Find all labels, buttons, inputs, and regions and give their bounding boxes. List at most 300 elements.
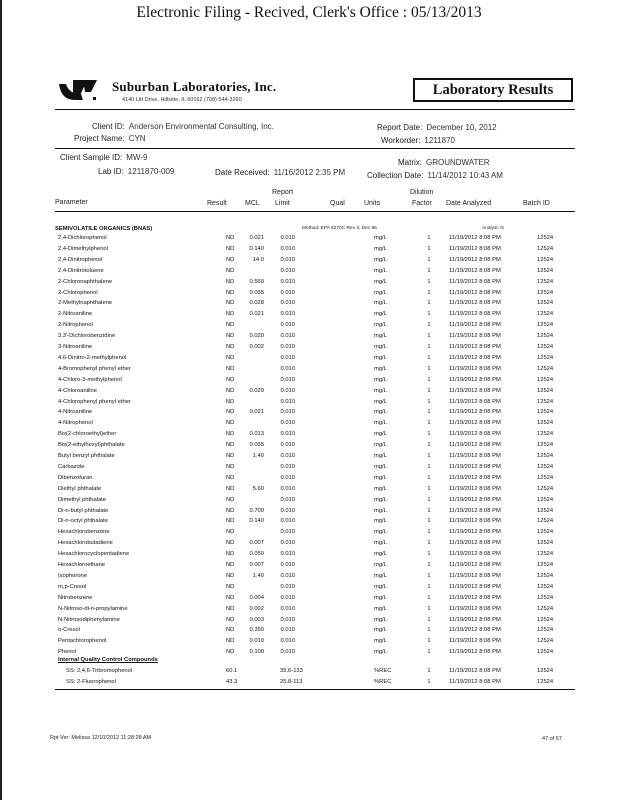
- date-analyzed-cell: 11/19/2012 8:08 PM: [449, 616, 501, 623]
- mcl-cell: 0.028: [249, 300, 264, 307]
- section-title: SEMIVOLATILE ORGANICS (BNAS): [55, 226, 153, 232]
- mcl-cell: 1.40: [252, 572, 264, 579]
- param-cell: Di-n-octyl phthalate: [58, 518, 108, 525]
- mcl-cell: 0.010: [249, 638, 264, 645]
- result-cell: ND: [226, 431, 235, 438]
- batch-id-cell: 12524: [537, 344, 554, 350]
- qc-table-row: [0, 666, 618, 677]
- batch-id-cell: 12524: [537, 507, 554, 514]
- mcl-cell: 0.700: [249, 507, 264, 514]
- dilution-factor-cell: 1: [427, 442, 431, 449]
- date-analyzed-cell: 11/19/2012 8:08 PM: [449, 463, 501, 470]
- batch-id-cell: 12524: [537, 256, 554, 263]
- result-cell: ND: [226, 376, 235, 383]
- limit-cell: 0.010: [280, 507, 295, 514]
- param-cell: Phenol: [58, 649, 77, 656]
- mcl-cell: 0.350: [249, 627, 264, 634]
- date-analyzed-cell: 11/19/2012 8:08 PM: [449, 387, 501, 394]
- table-row: [0, 331, 618, 342]
- table-row: [0, 397, 618, 408]
- info-divider: [55, 148, 575, 149]
- units-cell: mg/L: [374, 256, 387, 263]
- param-cell: Hexachlorocyclopentadiene: [58, 551, 130, 558]
- param-cell: 4-Chloro-3-methylphenol: [58, 376, 122, 383]
- units-cell: mg/L: [374, 333, 387, 340]
- param-cell: N-Nitrosodiphenylamine: [58, 616, 120, 623]
- mcl-cell: 0.002: [249, 605, 264, 612]
- units-cell: mg/L: [374, 485, 387, 492]
- batch-id-cell: 12524: [537, 398, 554, 405]
- limit-cell: 0.010: [280, 420, 295, 427]
- dilution-factor-cell: 1: [427, 518, 431, 525]
- lab-address: 4140 Litt Drive, Hillside, IL 60162 (708) 544-3260: [122, 97, 242, 103]
- units-cell: mg/L: [374, 540, 387, 547]
- col-header-limit: Limit: [275, 200, 290, 207]
- header-divider: [55, 109, 575, 110]
- limit-cell: 0.010: [280, 518, 295, 525]
- table-row: [0, 615, 618, 626]
- limit-cell: 0.010: [280, 431, 295, 438]
- param-cell: 4-Chloroaniline: [58, 387, 97, 394]
- units-cell: mg/L: [374, 322, 387, 329]
- mcl-cell: 0.002: [249, 344, 264, 350]
- result-cell: ND: [226, 365, 235, 372]
- batch-id-cell: 12524: [537, 551, 554, 558]
- mcl-cell: 0.004: [249, 594, 264, 601]
- param-cell: Carbazole: [58, 463, 85, 470]
- col-header-units: Units: [364, 200, 380, 207]
- units-cell: mg/L: [374, 474, 387, 481]
- batch-id-cell: 12524: [537, 649, 554, 656]
- date-received-value: 11/16/2012 2:35 PM: [273, 168, 346, 177]
- date-analyzed-cell: 11/19/2012 8:08 PM: [449, 354, 501, 361]
- dilution-factor-cell: 1: [427, 333, 431, 340]
- param-cell: 2-Nitroaniline: [58, 311, 93, 318]
- dilution-factor-cell: 1: [427, 463, 431, 470]
- limit-cell: 0.010: [280, 594, 295, 601]
- batch-id-cell: 12524: [537, 245, 554, 252]
- result-cell: ND: [226, 278, 235, 285]
- date-analyzed-cell: 11/19/2012 8:08 PM: [449, 409, 501, 416]
- client-id-label: Client ID:: [92, 122, 125, 131]
- workorder-value: 1211870: [424, 136, 455, 145]
- mcl-cell: 0.029: [249, 387, 264, 394]
- units-cell: mg/L: [374, 344, 387, 350]
- limit-cell: 0.010: [280, 245, 295, 252]
- param-cell: Hexachlorobutadiene: [58, 540, 113, 547]
- matrix-label: Matrix:: [398, 158, 422, 167]
- batch-id-cell: 12524: [537, 540, 554, 547]
- units-cell: mg/L: [374, 551, 387, 558]
- result-cell: 60.1: [226, 668, 238, 674]
- dilution-factor-cell: 1: [427, 300, 431, 307]
- dilution-factor-cell: 1: [427, 638, 431, 645]
- result-cell: ND: [226, 551, 235, 558]
- limit-cell: 0.010: [280, 376, 295, 383]
- date-analyzed-cell: 11/19/2012 8:08 PM: [449, 365, 501, 372]
- table-row: [0, 364, 618, 375]
- limit-cell: 35.6-133: [280, 668, 303, 674]
- units-cell: mg/L: [374, 463, 387, 470]
- param-cell: Hexachloroethane: [58, 562, 106, 568]
- suburban-labs-logo-icon: [57, 76, 99, 104]
- client-sample-id-label: Client Sample ID:: [60, 153, 123, 162]
- param-cell: Di-n-butyl phthalate: [58, 507, 109, 514]
- date-analyzed-cell: 11/19/2012 8:08 PM: [449, 278, 501, 285]
- limit-cell: 0.010: [280, 453, 295, 459]
- limit-cell: 0.010: [280, 583, 295, 590]
- param-cell: 2-Methylnaphthalene: [58, 300, 113, 307]
- table-row: [0, 288, 618, 299]
- date-analyzed-cell: 11/19/2012 8:08 PM: [449, 311, 501, 318]
- batch-id-cell: 12524: [537, 431, 554, 438]
- date-analyzed-cell: 11/19/2012 8:08 PM: [449, 562, 501, 568]
- dilution-factor-cell: 1: [427, 245, 431, 252]
- limit-cell: 0.010: [280, 235, 295, 241]
- result-cell: ND: [226, 311, 235, 318]
- param-cell: 4-Bromophenyl phenyl ether: [58, 365, 131, 372]
- param-cell: m,p-Cresol: [58, 583, 87, 590]
- units-cell: mg/L: [374, 398, 387, 405]
- dilution-factor-cell: 1: [427, 431, 431, 438]
- result-cell: ND: [226, 638, 235, 645]
- mcl-cell: 0.021: [249, 235, 264, 241]
- dilution-factor-cell: 1: [427, 278, 431, 285]
- param-cell: Dimethyl phthalate: [58, 496, 107, 503]
- workorder-field: [381, 136, 455, 145]
- date-analyzed-cell: 11/19/2012 8:08 PM: [449, 289, 501, 296]
- page-number: 47 of 67: [542, 736, 562, 742]
- limit-cell: 0.010: [280, 311, 295, 318]
- batch-id-cell: 12524: [537, 453, 554, 459]
- units-cell: mg/L: [374, 649, 387, 656]
- limit-cell: 0.010: [280, 627, 295, 634]
- date-analyzed-cell: 11/19/2012 8:08 PM: [449, 496, 501, 503]
- units-cell: mg/L: [374, 420, 387, 427]
- result-cell: ND: [226, 398, 235, 405]
- dilution-factor-cell: 1: [427, 668, 431, 674]
- limit-cell: 0.010: [280, 463, 295, 470]
- dilution-factor-cell: 1: [427, 267, 431, 274]
- batch-id-cell: 12524: [537, 463, 554, 470]
- result-cell: ND: [226, 256, 235, 263]
- date-analyzed-cell: 11/19/2012 8:08 PM: [449, 485, 501, 492]
- project-name-label: Project Name:: [74, 134, 125, 143]
- result-cell: ND: [226, 540, 235, 547]
- report-date-label: Report Date:: [377, 123, 423, 132]
- batch-id-cell: 12524: [537, 387, 554, 394]
- document-title: Laboratory Results: [413, 78, 573, 102]
- dilution-factor-cell: 1: [427, 562, 431, 568]
- units-cell: mg/L: [374, 409, 387, 416]
- dilution-factor-cell: 1: [427, 649, 431, 656]
- date-analyzed-cell: 11/19/2012 8:08 PM: [449, 627, 501, 634]
- collection-date-label: Collection Date:: [367, 171, 424, 180]
- dilution-factor-cell: 1: [427, 616, 431, 623]
- dilution-factor-cell: 1: [427, 311, 431, 318]
- date-analyzed-cell: 11/19/2012 8:08 PM: [449, 235, 501, 241]
- result-cell: 43.3: [226, 679, 238, 685]
- units-cell: mg/L: [374, 442, 387, 449]
- param-cell: 3,3'-Dichlorobenzidine: [58, 333, 116, 340]
- param-cell: Pentachlorophenol: [58, 638, 107, 645]
- limit-cell: 0.010: [280, 289, 295, 296]
- result-cell: ND: [226, 649, 235, 656]
- limit-cell: 0.010: [280, 398, 295, 405]
- dilution-factor-cell: 1: [427, 594, 431, 601]
- limit-cell: 0.010: [280, 267, 295, 274]
- collection-date-value: 11/14/2012 10:43 AM: [427, 171, 503, 180]
- workorder-label: Workorder:: [381, 136, 421, 145]
- table-row: [0, 549, 618, 560]
- date-analyzed-cell: 11/19/2012 8:08 PM: [449, 376, 501, 383]
- units-cell: mg/L: [374, 496, 387, 503]
- mcl-cell: 0.021: [249, 311, 264, 318]
- units-cell: mg/L: [374, 245, 387, 252]
- result-cell: ND: [226, 485, 235, 492]
- qc-table-row: [0, 677, 618, 688]
- client-sample-id-field: [60, 153, 147, 162]
- result-cell: ND: [226, 562, 235, 568]
- param-cell: SS: 2-Fluorophenol: [66, 679, 116, 685]
- limit-cell: 0.010: [280, 496, 295, 503]
- limit-cell: 0.010: [280, 300, 295, 307]
- date-analyzed-cell: 11/19/2012 8:08 PM: [449, 344, 501, 350]
- batch-id-cell: 12524: [537, 420, 554, 427]
- batch-id-cell: 12524: [537, 322, 554, 329]
- units-cell: mg/L: [374, 311, 387, 318]
- dilution-factor-cell: 1: [427, 420, 431, 427]
- units-cell: mg/L: [374, 518, 387, 525]
- dilution-factor-cell: 1: [427, 551, 431, 558]
- result-cell: ND: [226, 387, 235, 394]
- units-cell: mg/L: [374, 616, 387, 623]
- mcl-cell: 0.035: [249, 289, 264, 296]
- limit-cell: 0.010: [280, 474, 295, 481]
- dilution-factor-cell: 1: [427, 387, 431, 394]
- date-analyzed-cell: 11/19/2012 8:08 PM: [449, 540, 501, 547]
- limit-cell: 0.010: [280, 365, 295, 372]
- units-cell: mg/L: [374, 235, 387, 241]
- batch-id-cell: 12524: [537, 278, 554, 285]
- batch-id-cell: 12524: [537, 616, 554, 623]
- table-row: [0, 625, 618, 636]
- units-cell: mg/L: [374, 627, 387, 634]
- batch-id-cell: 12524: [537, 668, 554, 674]
- units-cell: mg/L: [374, 431, 387, 438]
- col-header-factor: Factor: [412, 200, 432, 207]
- batch-id-cell: 12524: [537, 376, 554, 383]
- param-cell: Dibenzofuran: [58, 474, 93, 481]
- param-cell: 2-Chloronaphthalene: [58, 278, 113, 285]
- limit-cell: 25.8-113: [280, 679, 303, 685]
- table-header-divider: [55, 211, 575, 212]
- batch-id-cell: 12524: [537, 365, 554, 372]
- mcl-cell: 0.140: [249, 245, 264, 252]
- dilution-factor-cell: 1: [427, 344, 431, 350]
- units-cell: mg/L: [374, 583, 387, 590]
- col-header-report-top: Report: [272, 189, 294, 196]
- result-cell: ND: [226, 322, 235, 329]
- date-analyzed-cell: 11/19/2012 8:08 PM: [449, 551, 501, 558]
- table-row: [0, 593, 618, 604]
- result-cell: ND: [226, 474, 235, 481]
- units-cell: %REC: [374, 668, 392, 674]
- result-cell: ND: [226, 300, 235, 307]
- units-cell: mg/L: [374, 365, 387, 372]
- result-cell: ND: [226, 354, 235, 361]
- limit-cell: 0.010: [280, 638, 295, 645]
- table-row: [0, 309, 618, 320]
- table-row: [0, 636, 618, 647]
- matrix-value: GROUNDWATER: [426, 158, 490, 167]
- units-cell: mg/L: [374, 638, 387, 645]
- mcl-cell: 0.007: [249, 540, 264, 547]
- dilution-factor-cell: 1: [427, 507, 431, 514]
- result-cell: ND: [226, 518, 235, 525]
- col-header-parameter: Parameter: [55, 199, 88, 206]
- date-analyzed-cell: 11/19/2012 8:08 PM: [449, 529, 501, 536]
- date-analyzed-cell: 11/19/2012 8:08 PM: [449, 333, 501, 340]
- limit-cell: 0.010: [280, 409, 295, 416]
- mcl-cell: 1.40: [252, 453, 264, 459]
- table-row: [0, 440, 618, 451]
- param-cell: 2-Nitrophenol: [58, 322, 93, 329]
- batch-id-cell: 12524: [537, 562, 554, 568]
- dilution-factor-cell: 1: [427, 485, 431, 492]
- dilution-factor-cell: 1: [427, 605, 431, 612]
- date-analyzed-cell: 11/19/2012 8:08 PM: [449, 649, 501, 656]
- result-cell: ND: [226, 267, 235, 274]
- batch-id-cell: 12524: [537, 409, 554, 416]
- result-cell: ND: [226, 594, 235, 601]
- units-cell: mg/L: [374, 354, 387, 361]
- batch-id-cell: 12524: [537, 235, 554, 241]
- dilution-factor-cell: 1: [427, 474, 431, 481]
- param-cell: SS: 2,4,6-Tribromophenol: [66, 668, 133, 674]
- table-row: [0, 473, 618, 484]
- table-row: [0, 560, 618, 571]
- table-row: [0, 342, 618, 353]
- table-row: [0, 255, 618, 266]
- units-cell: mg/L: [374, 387, 387, 394]
- batch-id-cell: 12524: [537, 572, 554, 579]
- batch-id-cell: 12524: [537, 594, 554, 601]
- table-row: [0, 527, 618, 538]
- date-analyzed-cell: 11/19/2012 8:08 PM: [449, 638, 501, 645]
- mcl-cell: 0.020: [249, 333, 264, 340]
- lab-id-label: Lab ID:: [98, 167, 124, 176]
- report-date-value: December 10, 2012: [426, 123, 497, 132]
- mcl-cell: 0.035: [249, 442, 264, 449]
- result-cell: ND: [226, 496, 235, 503]
- table-row: [0, 506, 618, 517]
- date-analyzed-cell: 11/19/2012 8:08 PM: [449, 267, 501, 274]
- dilution-factor-cell: 1: [427, 376, 431, 383]
- batch-id-cell: 12524: [537, 679, 554, 685]
- table-row: [0, 604, 618, 615]
- param-cell: o-Cresol: [58, 627, 80, 634]
- table-row: [0, 277, 618, 288]
- analyst-label: Analyst: ls: [482, 226, 504, 231]
- dilution-factor-cell: 1: [427, 496, 431, 503]
- limit-cell: 0.010: [280, 333, 295, 340]
- param-cell: Hexachlorobenzene: [58, 529, 110, 536]
- units-cell: mg/L: [374, 507, 387, 514]
- filing-stamp: Electronic Filing - Recived, Clerk's Office : 05/13/2013: [136, 4, 482, 21]
- units-cell: mg/L: [374, 562, 387, 568]
- limit-cell: 0.010: [280, 562, 295, 568]
- dilution-factor-cell: 1: [427, 235, 431, 241]
- param-cell: 4-Chlorophenyl phenyl ether: [58, 398, 131, 405]
- dilution-factor-cell: 1: [427, 409, 431, 416]
- dilution-factor-cell: 1: [427, 679, 431, 685]
- result-cell: ND: [226, 442, 235, 449]
- table-row: [0, 244, 618, 255]
- project-name-value: CYN: [128, 134, 146, 143]
- limit-cell: 0.010: [280, 256, 295, 263]
- col-header-result: Result: [207, 200, 227, 207]
- table-row: [0, 582, 618, 593]
- units-cell: mg/L: [374, 300, 387, 307]
- param-cell: Bis(2-chloroethyl)ether: [58, 431, 117, 438]
- param-cell: 4-Nitroaniline: [58, 409, 93, 416]
- table-row: [0, 386, 618, 397]
- units-cell: mg/L: [374, 529, 387, 536]
- date-analyzed-cell: 11/19/2012 8:08 PM: [449, 398, 501, 405]
- table-row: [0, 298, 618, 309]
- batch-id-cell: 12524: [537, 638, 554, 645]
- limit-cell: 0.010: [280, 551, 295, 558]
- result-cell: ND: [226, 235, 235, 241]
- dilution-factor-cell: 1: [427, 365, 431, 372]
- param-cell: 4,6-Dinitro-2-methylphenol: [58, 354, 127, 361]
- batch-id-cell: 12524: [537, 529, 554, 536]
- units-cell: %REC: [374, 679, 392, 685]
- limit-cell: 0.010: [280, 540, 295, 547]
- result-cell: ND: [226, 289, 235, 296]
- param-cell: 4-Nitrophenol: [58, 420, 93, 427]
- result-cell: ND: [226, 463, 235, 470]
- table-row: [0, 516, 618, 527]
- date-analyzed-cell: 11/19/2012 8:08 PM: [449, 679, 501, 685]
- batch-id-cell: 12524: [537, 474, 554, 481]
- batch-id-cell: 12524: [537, 496, 554, 503]
- mcl-cell: 0.021: [249, 409, 264, 416]
- client-id-value: Anderson Environmental Consulting, Inc.: [128, 122, 274, 131]
- dilution-factor-cell: 1: [427, 627, 431, 634]
- result-cell: ND: [226, 529, 235, 536]
- table-row: [0, 375, 618, 386]
- dilution-factor-cell: 1: [427, 289, 431, 296]
- date-analyzed-cell: 11/19/2012 8:08 PM: [449, 594, 501, 601]
- mcl-cell: 14.0: [252, 256, 264, 263]
- lab-id-field: [98, 167, 174, 176]
- date-analyzed-cell: 11/19/2012 8:08 PM: [449, 256, 501, 263]
- table-row: [0, 353, 618, 364]
- units-cell: mg/L: [374, 605, 387, 612]
- result-cell: ND: [226, 420, 235, 427]
- result-cell: ND: [226, 453, 235, 459]
- lab-name: Suburban Laboratories, Inc.: [112, 79, 277, 94]
- limit-cell: 0.010: [280, 572, 295, 579]
- table-row: [0, 320, 618, 331]
- mcl-cell: 0.140: [249, 518, 264, 525]
- table-row: [0, 429, 618, 440]
- limit-cell: 0.010: [280, 605, 295, 612]
- batch-id-cell: 12524: [537, 627, 554, 634]
- batch-id-cell: 12524: [537, 289, 554, 296]
